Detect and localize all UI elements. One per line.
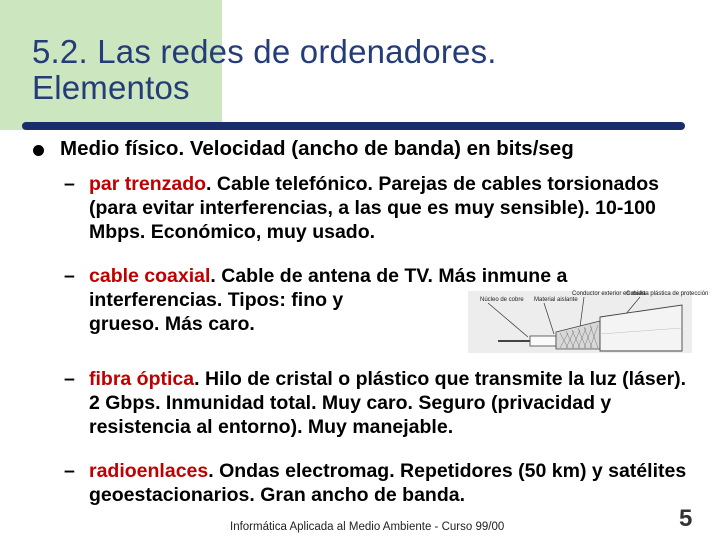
sub-item-par-trenzado <box>64 172 694 244</box>
title-line-2: Elementos <box>32 69 190 106</box>
dash-bullet: – <box>64 173 75 195</box>
term-fibra-optica: fibra óptica <box>89 368 195 390</box>
sub-item-text <box>89 172 694 244</box>
coaxial-cable-diagram <box>468 291 709 353</box>
label-nucleo: Núcleo de cobre <box>480 297 524 303</box>
sub-item-text <box>89 459 694 507</box>
desc-radioenlaces: . Ondas electromag. Repetidores (50 km) y satélites geoestacionarios. Gran ancho de banda. <box>89 460 687 506</box>
label-cubierta: Cubierta plástica de protección <box>626 291 709 297</box>
sub-item-fibra-optica <box>64 367 694 439</box>
term-cable-coaxial: cable coaxial <box>89 265 211 287</box>
main-bullet-text: Medio físico. Velocidad (ancho de banda) en bits/seg <box>60 137 574 160</box>
dash-bullet: – <box>64 368 75 390</box>
sub-item-radioenlaces <box>64 459 694 507</box>
desc-fibra-optica: . Hilo de cristal o plástico que transmite la luz (láser). 2 Gbps. Inmunidad total. Muy caro. Seguro (privacidad y resistencia al entorno). Muy manejable. <box>89 368 687 438</box>
page-number: 5 <box>679 505 693 532</box>
desc-cable-coaxial: . Cable de antena de TV. Más inmune a <box>210 265 568 287</box>
dash-bullet: – <box>64 460 75 482</box>
title-line-1: 5.2. Las redes de ordenadores. <box>32 33 497 70</box>
term-par-trenzado: par trenzado <box>89 173 207 195</box>
sub-item-text <box>89 367 694 439</box>
slide-title <box>32 34 497 106</box>
label-aislante: Material aislante <box>534 297 578 303</box>
desc-cable-coaxial-2: interferencias. Tipos: fino y <box>89 289 344 311</box>
term-radioenlaces: radioenlaces <box>89 460 209 482</box>
desc-par-trenzado: . Cable telefónico. Parejas de cables torsionados (para evitar interferencias, a las que es muy sensible). 10-100 Mbps. Económico, muy usado. <box>89 173 660 243</box>
title-underline-rule <box>22 122 685 130</box>
dash-bullet: – <box>64 265 75 287</box>
slide-footer: Informática Aplicada al Medio Ambiente - Curso 99/00 <box>230 521 505 533</box>
desc-cable-coaxial-3: grueso. Más caro. <box>89 313 255 335</box>
bullet-dot-icon <box>33 145 44 156</box>
label-conductor: Conductor exterior en malla <box>572 291 646 297</box>
